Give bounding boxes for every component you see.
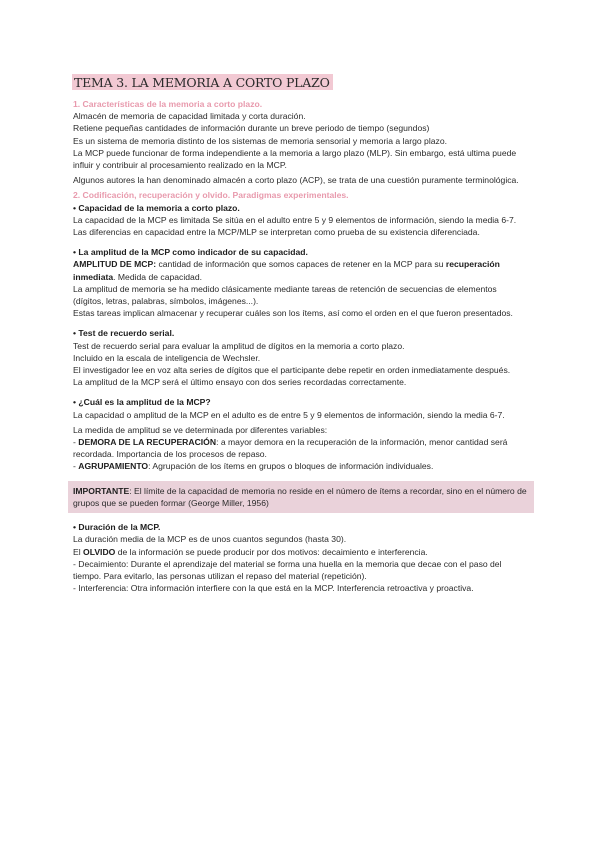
duration-heading: • Duración de la MCP.: [73, 522, 161, 533]
serial-line-1: Test de recuerdo serial para evaluar la amplitud de dígitos en la memoria a corto plazo.: [73, 340, 405, 351]
which-amplitude-line-1: La capacidad o amplitud de la MCP en el adulto es de entre 5 y 9 elementos de información, siendo la media 6-7.: [73, 409, 505, 420]
which-amplitude-line-2: La medida de amplitud se ve determinada por diferentes variables:: [73, 424, 328, 435]
s1-line-5: Algunos autores la han denominado almacén a corto plazo (ACP), se trata de una cuestión puramente terminológica.: [73, 175, 519, 186]
variable-demora: [73, 436, 529, 460]
section-1-heading: 1. Características de la memoria a corto plazo.: [73, 99, 263, 109]
capacity-line-1: La capacidad de la MCP es limitada Se sitúa en el adulto entre 5 y 9 elementos de información, siendo la media 6-7.: [73, 214, 517, 225]
s1-line-4: La MCP puede funcionar de forma independiente a la memoria a largo plazo (MLP). Sin embargo, está ultima puede influir y contribuir al procesamiento realizado en la MCP.: [73, 147, 517, 171]
agrupamiento-term: AGRUPAMIENTO: [78, 461, 149, 472]
amplitude-term: AMPLITUD DE MCP:: [73, 259, 157, 270]
important-callout: [68, 481, 534, 513]
serial-line-4: La amplitud de la MCP será el último ensayo con dos series recordadas correctamente.: [73, 377, 407, 388]
important-label: IMPORTANTE: [73, 485, 130, 496]
serial-line-2: Incluido en la escala de inteligencia de Wechsler.: [73, 352, 261, 363]
duration-line-3: - Decaimiento: Durante el aprendizaje del material se forma una huella en la memoria que decae con el paso del tiempo. Para evitarlo, las personas utilizan el repaso del material (repetición).: [73, 558, 502, 581]
olvido-term: OLVIDO: [83, 546, 116, 557]
capacity-heading: • Capacidad de la memoria a corto plazo.: [73, 202, 240, 213]
duration-line-4: - Interferencia: Otra información interfiere con la que está en la MCP. Interferencia retroactiva y proactiva.: [73, 583, 474, 594]
document-body: [73, 98, 529, 594]
serial-line-3: El investigador lee en voz alta series de dígitos que el participante debe repetir en orden inmediatamente después.: [73, 365, 511, 376]
agrupamiento-text: : Agrupación de los ítems en grupos o bloques de información individuales.: [148, 461, 434, 472]
important-text: [73, 485, 529, 509]
s1-line-3: Es un sistema de memoria distinto de los sistemas de memoria sensorial y memoria a largo plazo.: [73, 135, 447, 146]
duration-line-2: [73, 546, 529, 558]
s1-line-2: Retiene pequeñas cantidades de información durante un breve periodo de tiempo (segundos): [73, 123, 430, 134]
serial-heading: • Test de recuerdo serial.: [73, 328, 175, 339]
duration-line-1: La duración media de la MCP es de unos cuantos segundos (hasta 30).: [73, 534, 347, 545]
s1-line-1: Almacén de memoria de capacidad limitada y corta duración.: [73, 111, 306, 122]
olvido-pre: El: [73, 546, 84, 557]
amplitude-line-2: La amplitud de memoria se ha medido clásicamente mediante tareas de retención de secuencias de elementos (dígitos, letras, palabras, símbolos, imágenes...).: [73, 283, 497, 307]
amplitude-definition: [73, 258, 529, 282]
demora-term: DEMORA DE LA RECUPERACIÓN: [78, 437, 217, 448]
section-2-heading: 2. Codificación, recuperación y olvido. Paradigmas experimentales.: [73, 190, 349, 201]
dash: -: [73, 461, 79, 472]
amplitude-line-3: Estas tareas implican almacenar y recuperar cuáles son los ítems, así como el orden en el que fueron presentados.: [73, 308, 513, 319]
page-title: TEMA 3. LA MEMORIA A CORTO PLAZO: [72, 74, 333, 90]
variable-agrupamiento: [73, 460, 529, 472]
olvido-post: de la información se puede producir por dos motivos: decaimiento e interferencia.: [115, 546, 428, 557]
demora-text: : a mayor demora en la recuperación de la información, menor cantidad será recordada. Importancia de los procesos de repaso.: [73, 437, 508, 460]
amplitude-def-text: cantidad de información que somos capaces de retener en la MCP para su: [156, 259, 446, 270]
amplitude-heading: • La amplitud de la MCP como indicador de su capacidad.: [73, 247, 308, 258]
important-body: : El límite de la capacidad de memoria no reside en el número de ítems a recordar, sino en el número de grupos que se pueden formar (George Miller, 1956): [73, 485, 527, 508]
dash: -: [73, 437, 79, 448]
which-amplitude-heading: • ¿Cuál es la amplitud de la MCP?: [73, 397, 211, 408]
recuperacion-term: recuperación inmediata: [73, 259, 500, 282]
title-wrap: [72, 74, 333, 90]
amplitude-def-end: . Medida de capacidad.: [113, 271, 202, 282]
capacity-line-2: Las diferencias en capacidad entre la MCP/MLP se interpretan como prueba de su existencia diferenciada.: [73, 227, 480, 238]
